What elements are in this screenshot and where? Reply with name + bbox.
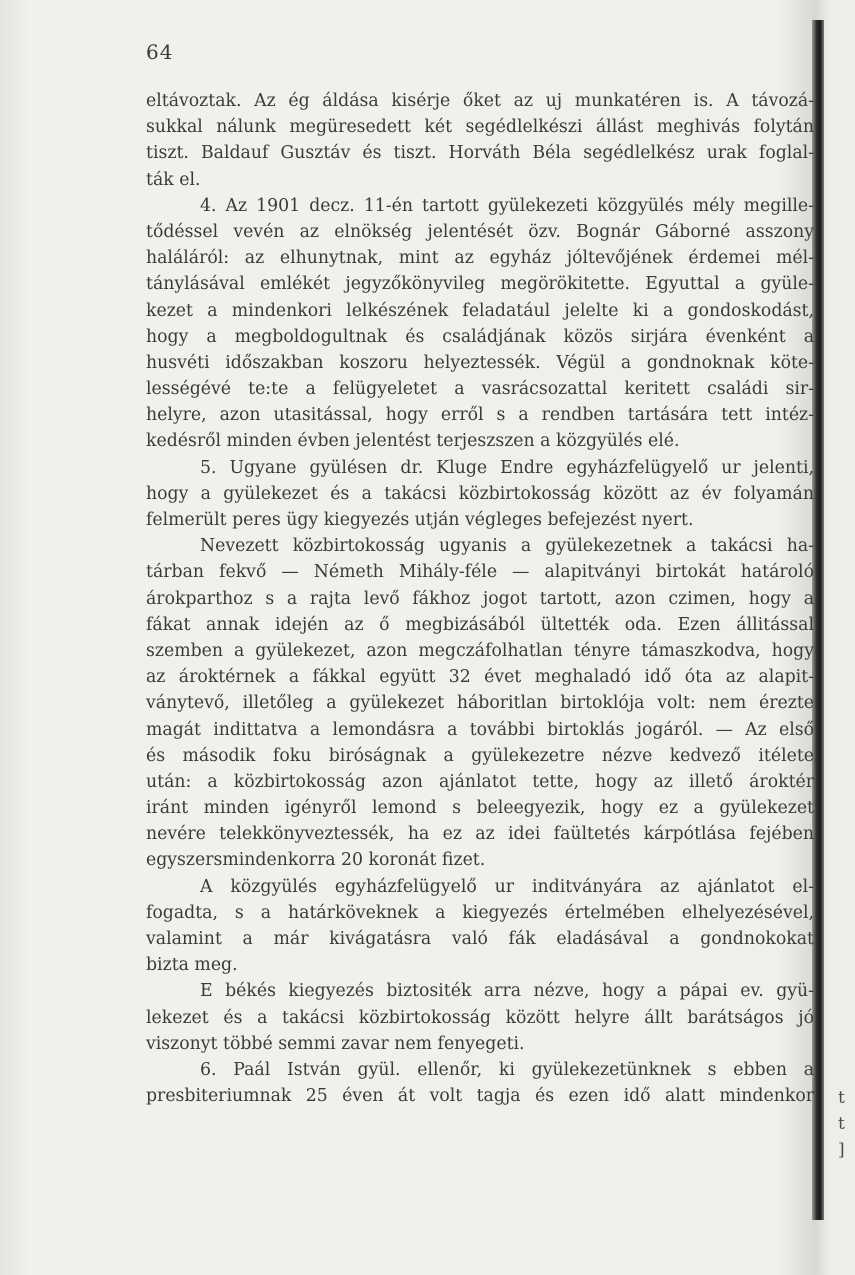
text-line: viszonyt többé semmi zavar nem fenyegeti. bbox=[146, 1033, 525, 1054]
text-line: Nevezett közbirtokosság ugyanis a gyülekezetnek a takácsi ha- bbox=[200, 536, 814, 557]
page-number: 64 bbox=[146, 40, 174, 64]
text-line: lekezet és a takácsi közbirtokosság között helyre állt barátságos jó bbox=[146, 1007, 814, 1028]
text-line: és második foku biróságnak a gyülekezetre nézve kedvező itélete bbox=[146, 745, 814, 766]
text-line: árokparthoz s a rajta levő fákhoz jogot tartott, azon czimen, hogy a bbox=[146, 588, 814, 609]
text-line: bizta meg. bbox=[146, 955, 238, 976]
text-line: eltávoztak. Az ég áldása kisérje őket az uj munkatéren is. A távozá- bbox=[146, 91, 814, 111]
text-line: kezet a mindenkori lelkészének feladatául jelelte ki a gondoskodást, bbox=[146, 300, 814, 321]
margin-marks bbox=[838, 1085, 854, 1163]
text-line: nevére telekkönyveztessék, ha ez az idei faültetés kárpótlása fejében bbox=[146, 824, 814, 845]
text-line: fákat annak idején az ő megbizásából ültették oda. Ezen állitással bbox=[146, 614, 814, 635]
margin-mark: t bbox=[838, 1088, 845, 1108]
text-line: presbiteriumnak 25 éven át volt tagja és ezen idő alatt mindenkor bbox=[146, 1086, 814, 1107]
margin-mark: t bbox=[838, 1114, 845, 1134]
text-line: után: a közbirtokosság azon ajánlatot tette, hogy az illető ároktér bbox=[146, 771, 814, 792]
text-line: szemben a gyülekezet, azon megczáfolhatlan tényre támaszkodva, hogy bbox=[146, 640, 814, 661]
text-line: magát indittatva a lemondásra a további birtoklás jogáról. — Az első bbox=[146, 719, 814, 740]
text-line: kedésről minden évben jelentést terjeszszen a közgyülés elé. bbox=[146, 431, 680, 452]
text-line: ták el. bbox=[146, 169, 201, 190]
text-line: 4. Az 1901 decz. 11-én tartott gyülekezeti közgyülés mély megille- bbox=[200, 195, 814, 216]
text-line: E békés kiegyezés biztositék arra nézve, hogy a pápai ev. gyü- bbox=[200, 981, 814, 1002]
text-line: hogy a gyülekezet és a takácsi közbirtokosság között az év folyamán bbox=[146, 483, 814, 504]
margin-mark: ] bbox=[838, 1140, 845, 1160]
text-line: tárban fekvő — Németh Mihály-féle — alapitványi birtokát határoló bbox=[146, 562, 814, 583]
text-line: ványtevő, illetőleg a gyülekezet háboritlan birtoklója volt: nem érezte bbox=[146, 693, 814, 714]
text-line: tánylásával emlékét jegyzőkönyvileg megörökitette. Egyuttal a gyüle- bbox=[146, 274, 814, 295]
text-line: 6. Paál István gyül. ellenőr, ki gyülekezetünknek s ebben a bbox=[200, 1059, 814, 1080]
text-line: hogy a megboldogultnak és családjának közös sirjára évenként a bbox=[146, 326, 814, 347]
text-line: 5. Ugyane gyülésen dr. Kluge Endre egyházfelügyelő ur jelenti, bbox=[200, 457, 814, 478]
text-line: valamint a már kivágatásra való fák eladásával a gondnokokat bbox=[146, 929, 814, 949]
text-line: haláláról: az elhunytnak, mint az egyház jóltevőjének érdemei mél- bbox=[146, 248, 814, 269]
text-line: sukkal nálunk megüresedett két segédlelkészi állást meghivás folytán bbox=[146, 117, 814, 138]
text-line: felmerült peres ügy kiegyezés utján végleges befejezést nyert. bbox=[146, 510, 694, 530]
text-line: husvéti időszakban koszoru helyeztessék. Végül a gondnoknak köte- bbox=[146, 352, 814, 373]
text-line: tiszt. Baldauf Gusztáv és tiszt. Horváth Béla segédlelkész urak foglal- bbox=[146, 143, 814, 164]
text-line: fogadta, s a határköveknek a kiegyezés értelmében elhelyezésével, bbox=[146, 902, 814, 923]
text-line: az ároktérnek a fákkal együtt 32 évet meghaladó idő óta az alapit- bbox=[146, 667, 814, 688]
text-line: iránt minden igényről lemond s beleegyezik, hogy ez a gyülekezet bbox=[146, 798, 814, 819]
text-line: helyre, azon utasitással, hogy erről s a rendben tartására tett intéz- bbox=[146, 405, 814, 426]
body-text bbox=[146, 88, 814, 1109]
text-line: tődéssel vevén az elnökség jelentését özv. Bognár Gáborné asszony bbox=[146, 221, 814, 242]
text-line: egyszersmindenkorra 20 koronát fizet. bbox=[146, 850, 486, 871]
text-line: A közgyülés egyházfelügyelő ur inditványára az ajánlatot el- bbox=[200, 876, 814, 897]
text-line: lességévé te:te a felügyeletet a vasrácsozattal keritett családi sir- bbox=[146, 379, 814, 400]
